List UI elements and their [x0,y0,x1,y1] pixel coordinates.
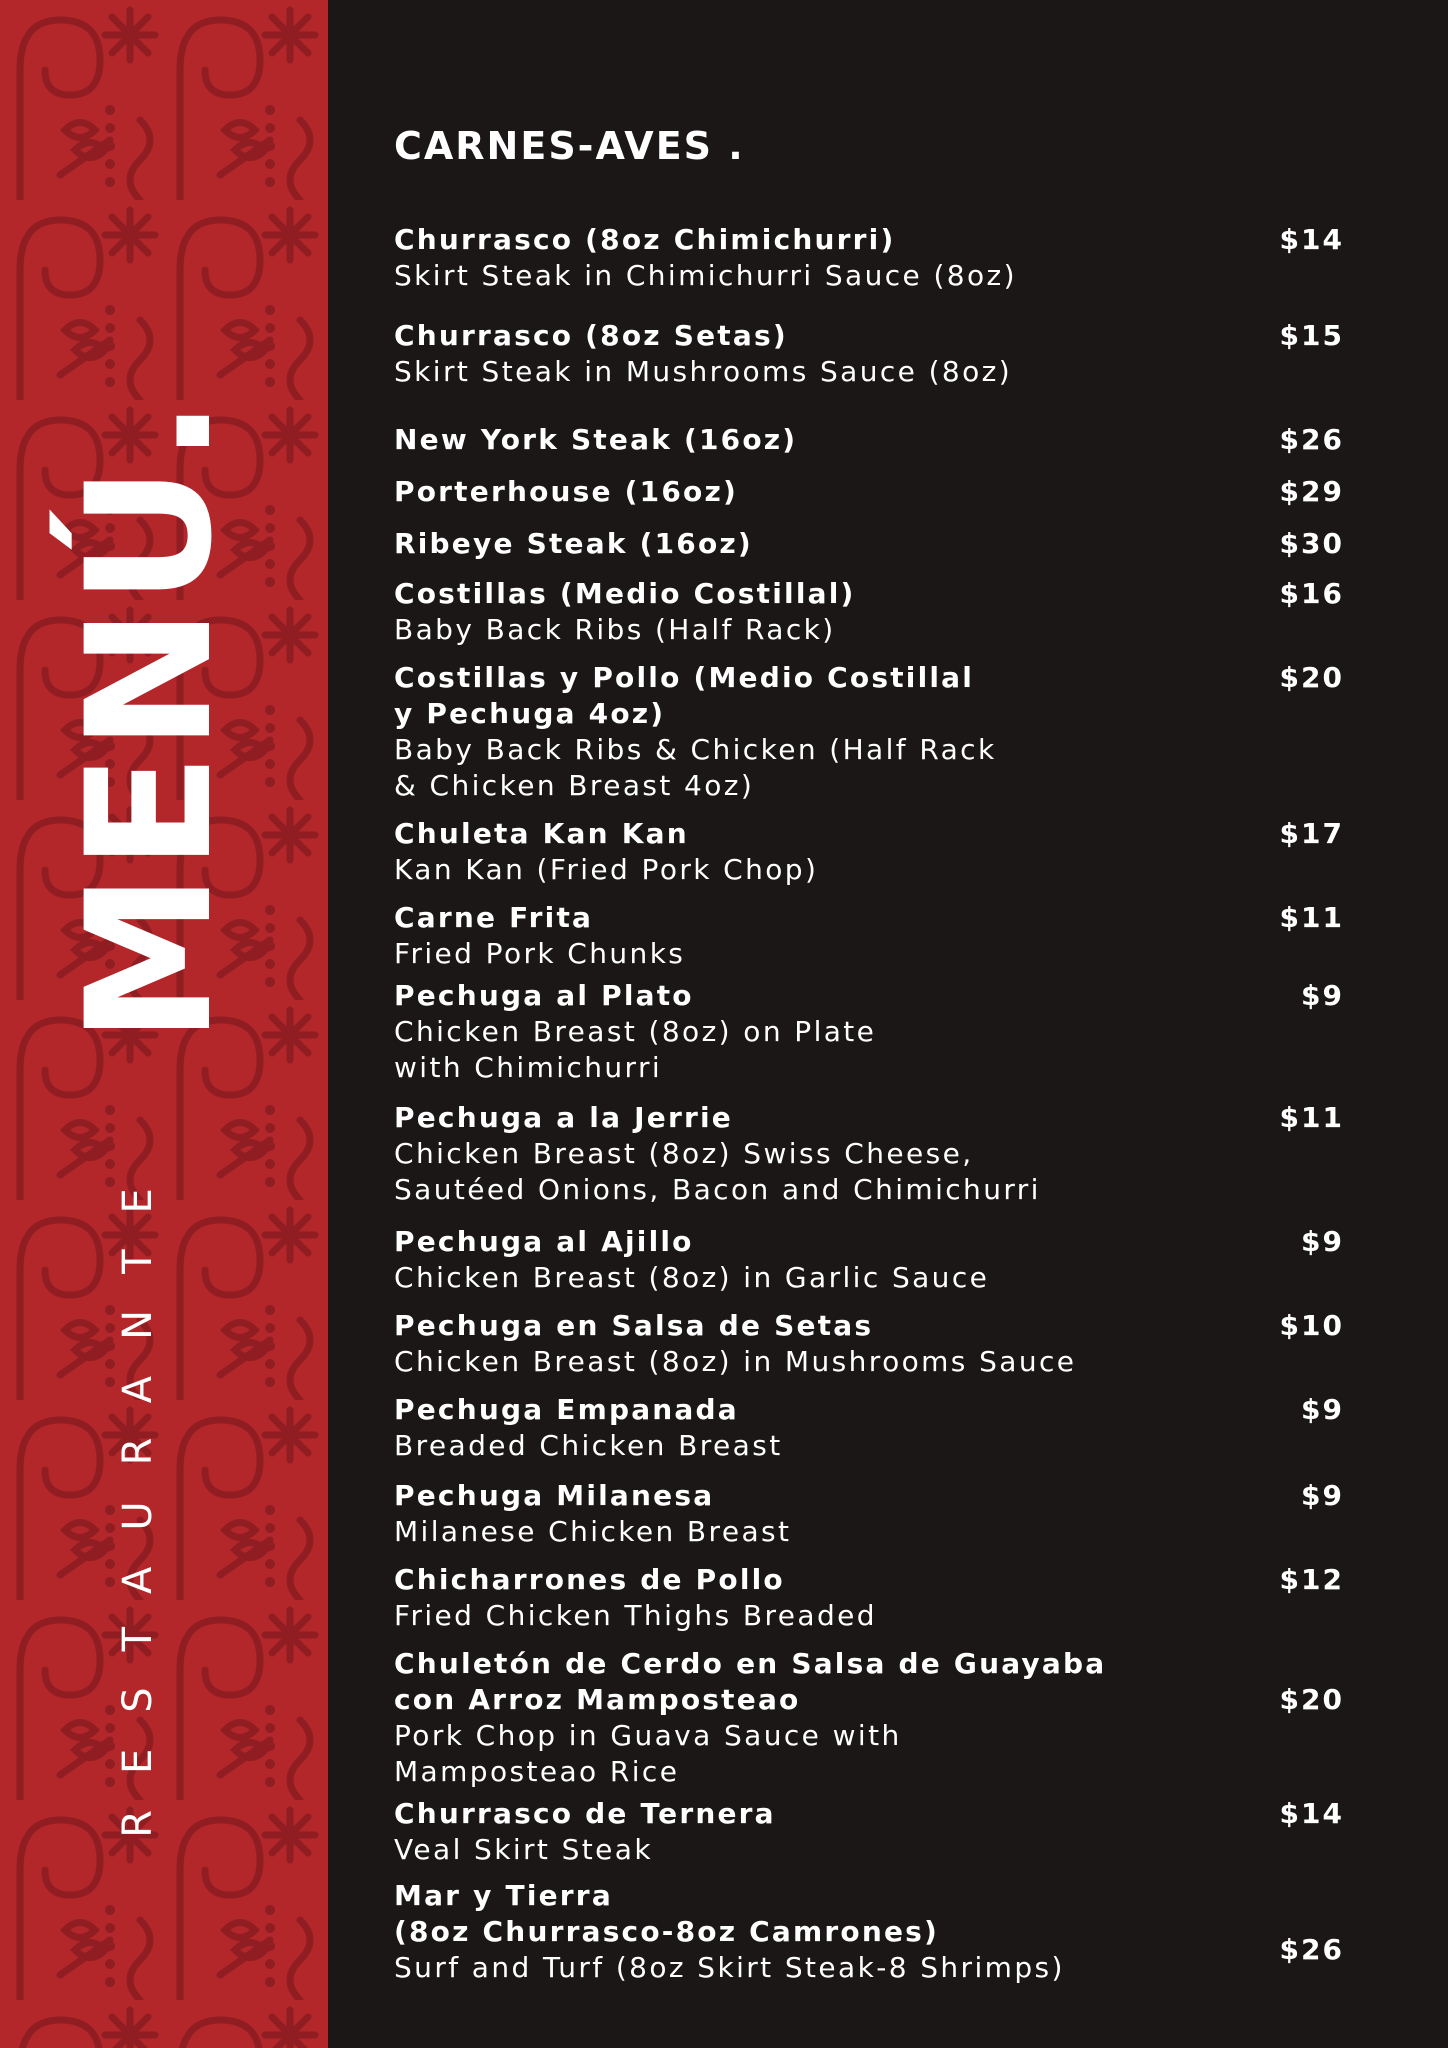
item-name: Costillas y Pollo (Medio Costillal y Pechuga 4oz) [394,661,975,730]
menu-item [394,660,1394,804]
menu-item [394,1646,1394,1790]
item-name: Chicharrones de Pollo [394,1563,785,1596]
item-description: Skirt Steak in Mushrooms Sauce (8oz) [394,355,1013,388]
menu-item [394,1308,1394,1380]
item-name: Chuletón de Cerdo en Salsa de Guayaba con Arroz Mamposteao [394,1647,1107,1716]
item-price: $16 [1279,577,1344,610]
item-name: Pechuga Empanada [394,1393,739,1426]
item-price: $11 [1279,901,1344,934]
item-name: Pechuga Milanesa [394,1479,715,1512]
item-price: $10 [1279,1309,1344,1342]
menu-item [394,576,1394,648]
menu-item [394,422,1394,458]
item-description: Kan Kan (Fried Pork Chop) [394,853,819,886]
menu-item [394,1878,1394,1986]
item-price: $15 [1279,319,1344,352]
item-price: $9 [1301,1225,1344,1258]
item-price: $20 [1279,661,1344,694]
menu-item [394,474,1394,510]
item-name: Pechuga a la Jerrie [394,1101,733,1134]
item-name: Pechuga al Plato [394,979,694,1012]
item-description: Baby Back Ribs & Chicken (Half Rack & Chicken Breast 4oz) [394,733,997,802]
item-price: $14 [1279,223,1344,256]
item-price: $17 [1279,817,1344,850]
item-name: Churrasco (8oz Setas) [394,319,788,352]
item-description: Fried Pork Chunks [394,937,686,970]
item-description: Milanese Chicken Breast [394,1515,792,1548]
menu-item [394,1562,1394,1634]
item-name: Costillas (Medio Costillal) [394,577,856,610]
item-name: Churrasco de Ternera [394,1797,776,1830]
menu-item [394,318,1394,390]
item-name: Chuleta Kan Kan [394,817,689,850]
item-price: $30 [1279,527,1344,560]
menu-item [394,1392,1394,1464]
item-description: Chicken Breast (8oz) Swiss Cheese, Sautéed Onions, Bacon and Chimichurri [394,1137,1041,1206]
menu-item [394,978,1394,1086]
item-name: Porterhouse (16oz) [394,475,738,508]
item-description: Pork Chop in Guava Sauce with Mamposteao Rice [394,1719,902,1788]
item-name: Ribeye Steak (16oz) [394,527,753,560]
menu-item [394,1224,1394,1296]
sidebar-banner [0,0,328,2048]
menu-item [394,1796,1394,1868]
item-description: Skirt Steak in Chimichurri Sauce (8oz) [394,259,1017,292]
menu-content [328,0,1448,2048]
item-name: Mar y Tierra (8oz Churrasco-8oz Camrones) [394,1879,940,1948]
item-price: $26 [1279,423,1344,456]
item-description: Veal Skirt Steak [394,1833,653,1866]
item-description: Chicken Breast (8oz) in Garlic Sauce [394,1261,990,1294]
item-price: $29 [1279,475,1344,508]
item-name: Carne Frita [394,901,594,934]
item-name: New York Steak (16oz) [394,423,798,456]
section-title: CARNES-AVES . [394,124,745,168]
item-description: Chicken Breast (8oz) on Plate with Chimichurri [394,1015,877,1084]
item-description: Surf and Turf (8oz Skirt Steak-8 Shrimps) [394,1951,1065,1984]
item-price: $9 [1301,1479,1344,1512]
item-price: $11 [1279,1101,1344,1134]
item-description: Fried Chicken Thighs Breaded [394,1599,877,1632]
item-name: Pechuga al Ajillo [394,1225,694,1258]
item-price: $20 [1279,1683,1344,1716]
item-price: $26 [1279,1933,1344,1966]
menu-item [394,1478,1394,1550]
item-description: Chicken Breast (8oz) in Mushrooms Sauce [394,1345,1077,1378]
menu-item [394,816,1394,888]
item-name: Pechuga en Salsa de Setas [394,1309,874,1342]
menu-title: MENÚ. [49,396,250,1044]
item-price: $12 [1279,1563,1344,1596]
menu-item [394,222,1394,294]
menu-item [394,1100,1394,1208]
item-description: Breaded Chicken Breast [394,1429,783,1462]
item-price: $9 [1301,1393,1344,1426]
item-price: $9 [1301,979,1344,1012]
item-description: Baby Back Ribs (Half Rack) [394,613,836,646]
menu-item [394,526,1394,562]
menu-item [394,900,1394,972]
item-price: $14 [1279,1797,1344,1830]
restaurant-label: RESTAURANTE [115,1152,161,1838]
item-name: Churrasco (8oz Chimichurri) [394,223,896,256]
